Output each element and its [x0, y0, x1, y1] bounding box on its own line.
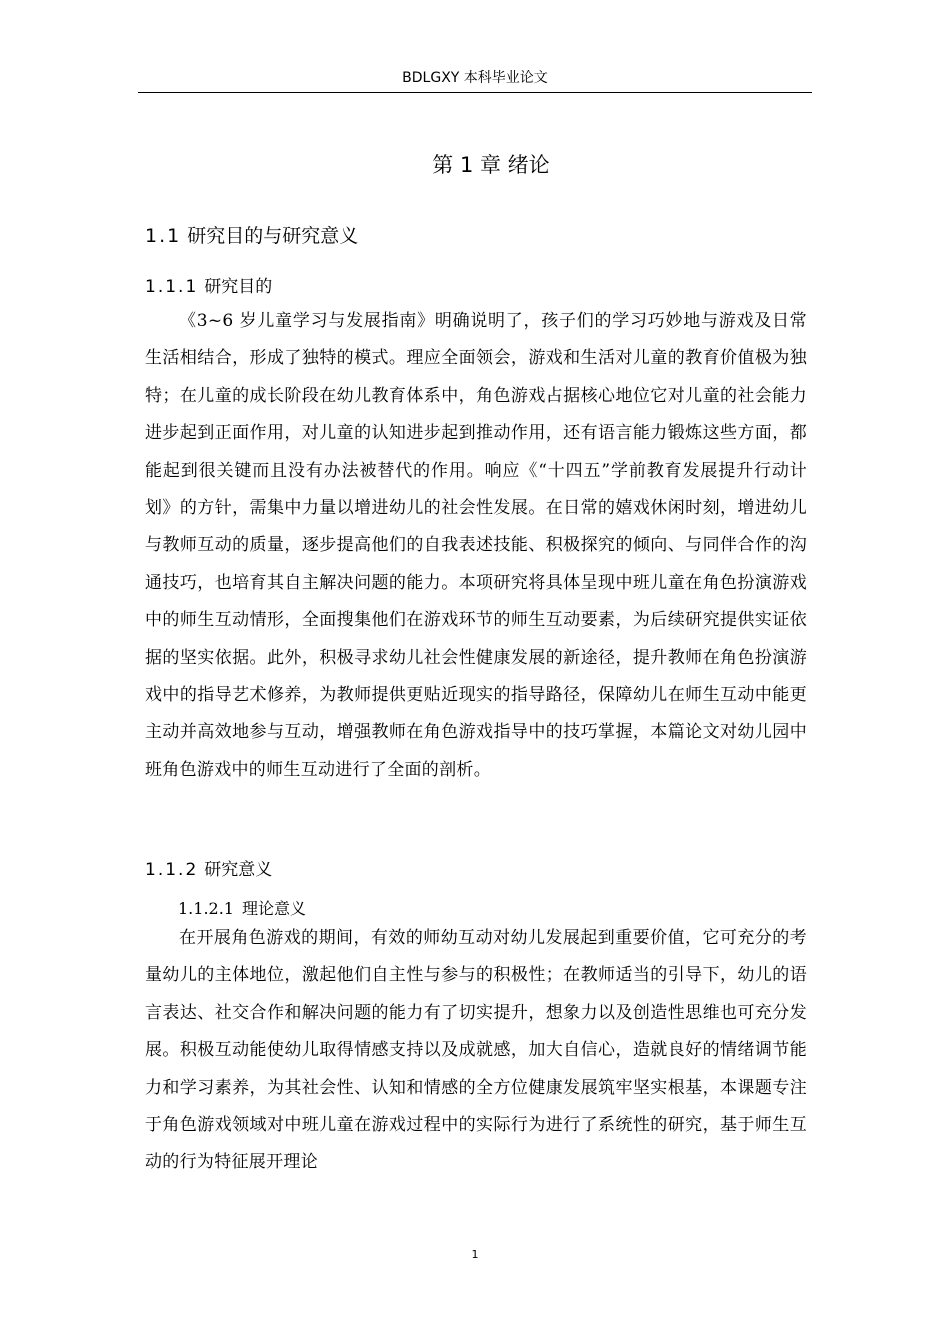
running-header: BDLGXY 本科毕业论文 [402, 70, 548, 86]
section-heading-1-1-1 [145, 274, 272, 300]
section-title: 理论意义 [241, 899, 306, 918]
section-heading-1-1-2 [145, 857, 272, 883]
section-title: 研究目的 [204, 277, 273, 297]
body-paragraph-theoretical-significance: 在开展角色游戏的期间，有效的师幼互动对幼儿发展起到重要价值，它可充分的考量幼儿的主体地位，激起他们自主性与参与的积极性；在教师适当的引导下，幼儿的语言表达、社交合作和解决问题的能力有了切实提升，想象力以及创造性思维也可充分发展。积极互动能使幼儿取得情感支持以及成就感，加大自信心，造就良好的情绪调节能力和学习素养，为其社会性、认知和情感的全方位健康发展筑牢坚实根基，本课题专注于角色游戏领域对中班儿童在游戏过程中的实际行为进行了系统性的研究，基于师生互动的行为特征展开理论 [145, 928, 807, 1173]
section-number: 1.1.1 [145, 277, 199, 297]
chapter-title: 第 1 章 绪论 [432, 153, 550, 177]
section-title: 研究意义 [204, 860, 273, 880]
section-number: 1.1 [145, 225, 182, 247]
header-rule [138, 92, 812, 93]
page-number: 1 [471, 1248, 479, 1261]
section-heading-1-1-2-1 [178, 896, 306, 922]
body-paragraph-research-purpose: 《3~6 岁儿童学习与发展指南》明确说明了，孩子们的学习巧妙地与游戏及日常生活相结合，形成了独特的模式。理应全面领会，游戏和生活对儿童的教育价值极为独特；在儿童的成长阶段在幼儿教育体系中，角色游戏占据核心地位它对儿童的社会能力进步起到正面作用，对儿童的认知进步起到推动作用，还有语言能力锻炼这些方面，都能起到很关键而且没有办法被替代的作用。响应《“十四五”学前教育发展提升行动计划》的方针，需集中力量以增进幼儿的社会性发展。在日常的嬉戏休闲时刻，增进幼儿与教师互动的质量，逐步提高他们的自我表述技能、积极探究的倾向、与同伴合作的沟通技巧，也培育其自主解决问题的能力。本项研究将具体呈现中班儿童在角色扮演游戏中的师生互动情形，全面搜集他们在游戏环节的师生互动要素，为后续研究提供实证依据的坚实依据。此外，积极寻求幼儿社会性健康发展的新途径，提升教师在角色扮演游戏中的指导艺术修养，为教师提供更贴近现实的指导路径，保障幼儿在师生互动中能更主动并高效地参与互动，增强教师在角色游戏指导中的技巧掌握，本篇论文对幼儿园中班角色游戏中的师生互动进行了全面的剖析。 [145, 311, 807, 780]
section-title: 研究目的与研究意义 [187, 225, 359, 247]
section-heading-1-1 [145, 222, 358, 250]
section-number: 1.1.2.1 [178, 899, 234, 918]
section-number: 1.1.2 [145, 860, 199, 880]
